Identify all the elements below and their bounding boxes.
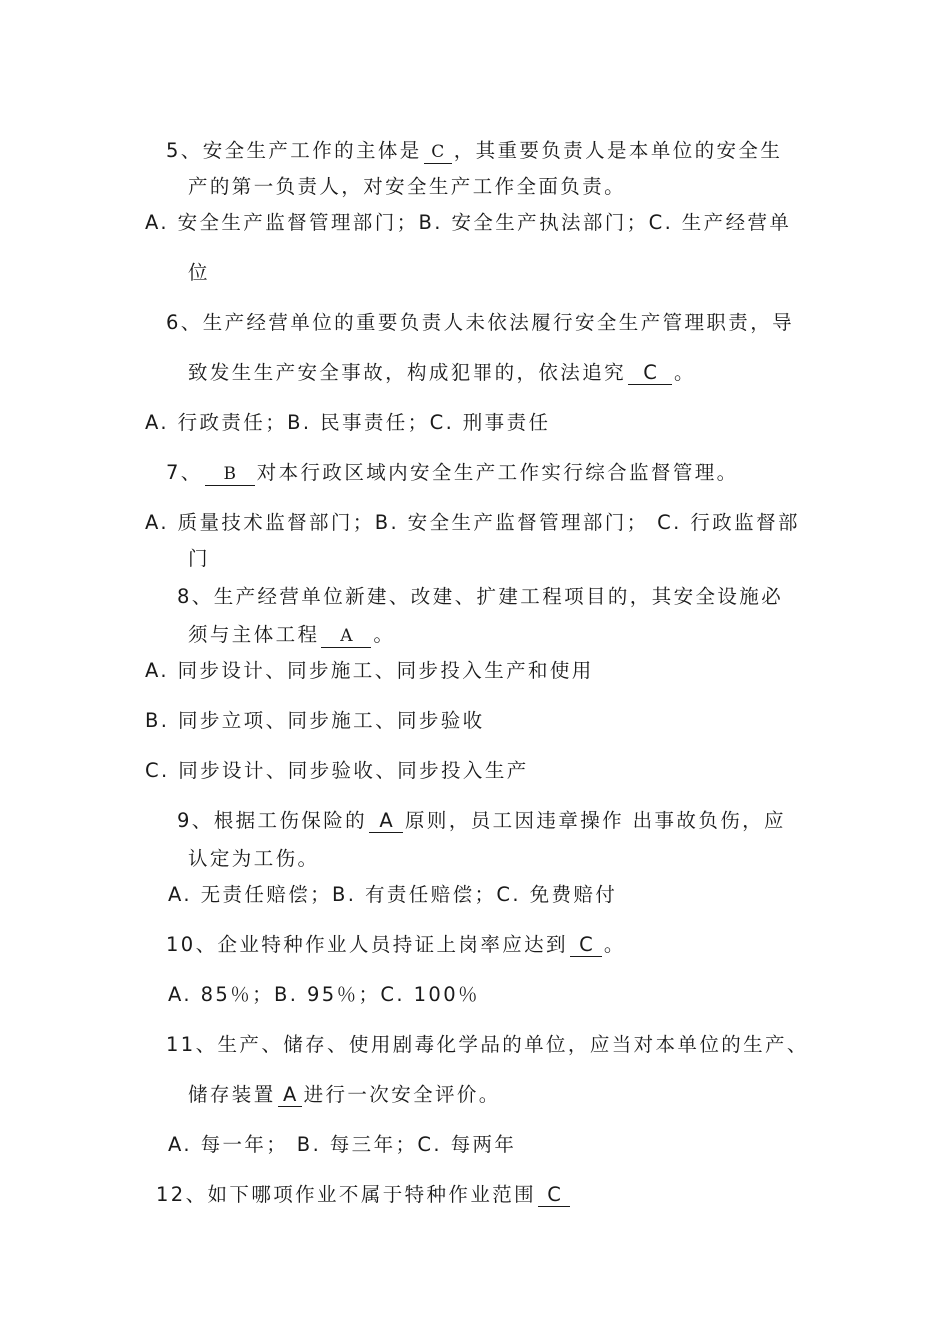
option-line: A. 85％；B. 95％；C. 100％ bbox=[168, 983, 480, 1006]
option-line: A. 每一年； B. 每三年；C. 每两年 bbox=[168, 1133, 517, 1156]
question-5 bbox=[166, 138, 782, 164]
answer-blank: C bbox=[628, 362, 672, 385]
question-text: 进行一次安全评价。 bbox=[303, 1083, 501, 1106]
question-text: 。 bbox=[603, 933, 626, 956]
question-text: 致发生生产安全事故，构成犯罪的，依法追究 bbox=[188, 361, 627, 384]
question-9-continued: 认定为工伤。 bbox=[188, 847, 320, 870]
option-line: A. 同步设计、同步施工、同步投入生产和使用 bbox=[145, 659, 594, 682]
answer-blank: C bbox=[570, 934, 602, 957]
question-text: 对本行政区域内安全生产工作实行综合监督管理。 bbox=[256, 461, 739, 484]
option-line: A. 行政责任；B. 民事责任；C. 刑事责任 bbox=[145, 411, 551, 434]
question-text: 储存装置 bbox=[188, 1083, 276, 1106]
question-7 bbox=[166, 460, 739, 486]
answer-blank: A bbox=[321, 625, 371, 648]
option-line: A. 质量技术监督部门；B. 安全生产监督管理部门； C. 行政监督部 bbox=[145, 511, 800, 534]
question-text: 9、根据工伤保险的 bbox=[177, 809, 368, 832]
question-text: 10、企业特种作业人员持证上岗率应达到 bbox=[166, 933, 568, 956]
option-line: 位 bbox=[188, 261, 210, 284]
option-line: B. 同步立项、同步施工、同步验收 bbox=[145, 709, 485, 732]
option-line: A. 安全生产监督管理部门；B. 安全生产执法部门；C. 生产经营单 bbox=[145, 211, 792, 234]
question-text: 7、 bbox=[166, 461, 203, 484]
question-text: ，其重要负责人是本单位的安全生 bbox=[453, 139, 783, 162]
option-line: A. 无责任赔偿；B. 有责任赔偿；C. 免费赔付 bbox=[168, 883, 618, 906]
question-11-continued bbox=[188, 1082, 501, 1108]
option-line: C. 同步设计、同步验收、同步投入生产 bbox=[145, 759, 529, 782]
question-text: 12、如下哪项作业不属于特种作业范围 bbox=[156, 1183, 537, 1206]
question-text: 须与主体工程 bbox=[188, 623, 320, 646]
question-8-continued bbox=[188, 622, 395, 648]
question-9 bbox=[177, 808, 786, 834]
question-11: 11、生产、储存、使用剧毒化学品的单位，应当对本单位的生产、 bbox=[166, 1033, 809, 1056]
question-text: 。 bbox=[674, 361, 696, 384]
question-text: 原则，员工因违章操作 出事故负伤，应 bbox=[405, 809, 786, 832]
question-10 bbox=[166, 932, 626, 958]
option-line: 门 bbox=[188, 547, 210, 570]
question-6: 6、生产经营单位的重要负责人未依法履行安全生产管理职责，导 bbox=[166, 311, 795, 334]
question-text: 。 bbox=[373, 623, 396, 646]
answer-blank: C bbox=[424, 141, 452, 164]
answer-blank: A bbox=[278, 1084, 302, 1107]
answer-blank: B bbox=[205, 463, 255, 486]
question-text: 5、安全生产工作的主体是 bbox=[166, 139, 422, 162]
answer-blank: A bbox=[369, 810, 403, 833]
question-6-continued bbox=[188, 360, 696, 386]
question-12 bbox=[156, 1182, 572, 1208]
question-5-continued: 产的第一负责人，对安全生产工作全面负责。 bbox=[188, 175, 627, 198]
question-8: 8、生产经营单位新建、改建、扩建工程项目的，其安全设施必 bbox=[177, 585, 784, 608]
answer-blank: C bbox=[538, 1184, 570, 1207]
